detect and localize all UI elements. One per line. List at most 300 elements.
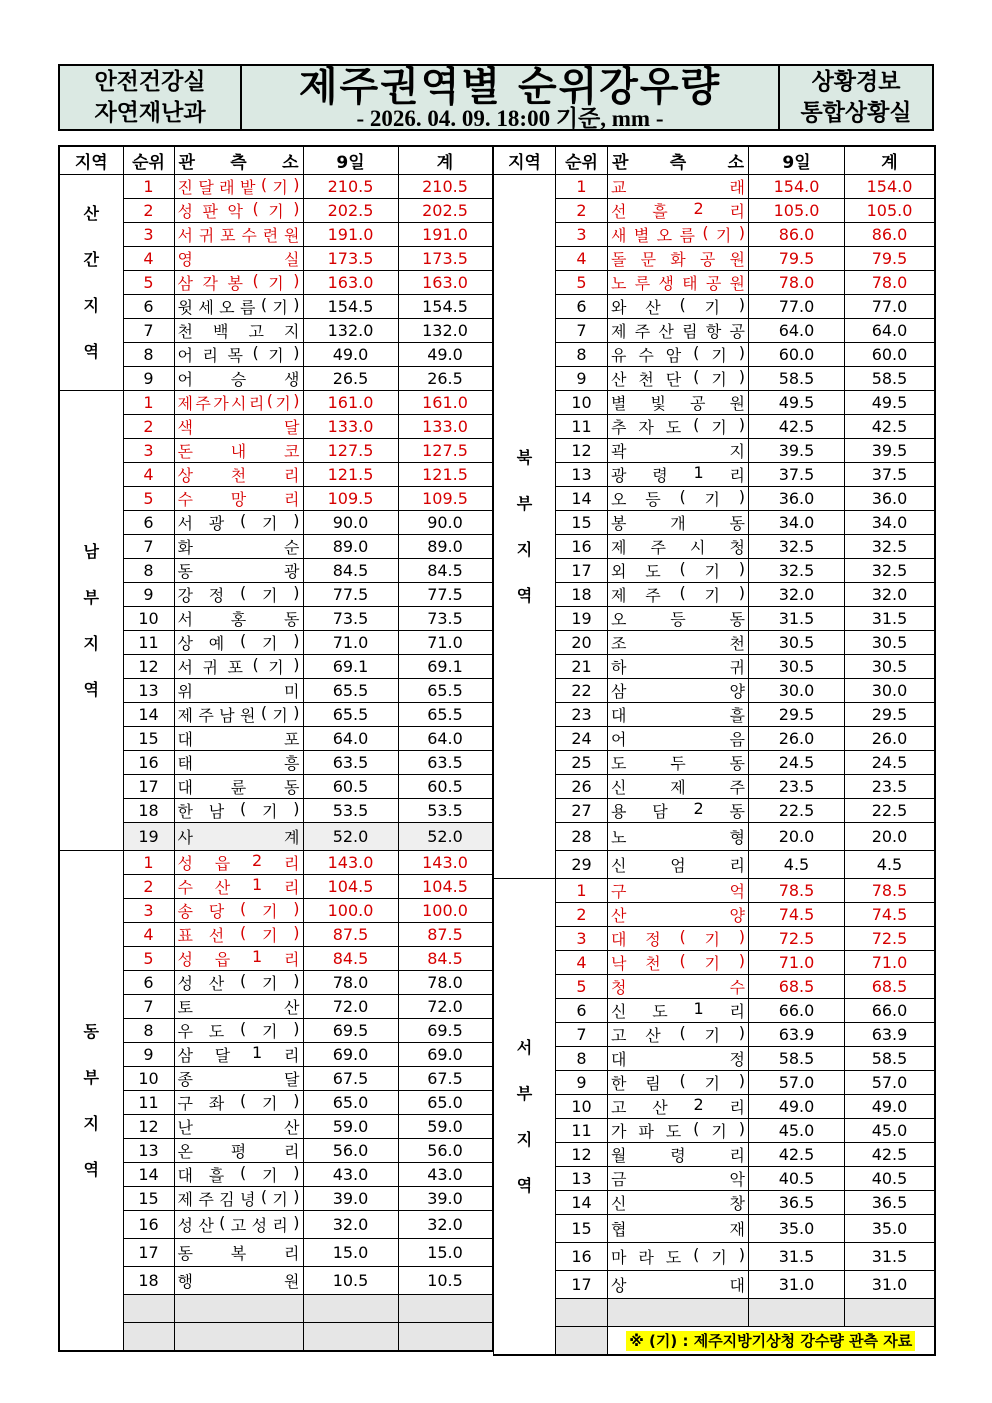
total-rain-cell: 100.0 <box>398 899 492 923</box>
station-cell <box>608 583 749 607</box>
table-row <box>59 751 492 775</box>
total-rain-cell: 87.5 <box>398 923 492 947</box>
station-name: 상 대 <box>611 1276 745 1295</box>
station-cell <box>174 1163 303 1187</box>
day-rain-cell: 84.5 <box>303 947 398 971</box>
blank-cell <box>174 1295 303 1323</box>
table-row <box>494 823 935 851</box>
total-rain-cell: 69.1 <box>398 655 492 679</box>
total-rain-cell: 121.5 <box>398 463 492 487</box>
day-rain-cell: 30.0 <box>749 679 845 703</box>
station-cell <box>174 775 303 799</box>
total-rain-cell: 77.5 <box>398 583 492 607</box>
total-rain-cell: 45.0 <box>845 1119 935 1143</box>
day-rain-cell: 32.0 <box>749 583 845 607</box>
day-rain-cell: 45.0 <box>749 1119 845 1143</box>
station-cell <box>174 367 303 391</box>
table-row <box>59 367 492 391</box>
station-cell <box>174 607 303 631</box>
day-rain-cell: 49.0 <box>749 1095 845 1119</box>
table-row <box>59 1091 492 1115</box>
rank-cell: 1 <box>123 391 174 415</box>
total-rain-cell: 65.5 <box>398 703 492 727</box>
day-rain-cell: 77.5 <box>303 583 398 607</box>
station-name: 선 흘 2 리 <box>611 199 745 221</box>
rank-cell: 2 <box>123 199 174 223</box>
total-rain-cell: 49.0 <box>398 343 492 367</box>
office-box <box>778 66 932 129</box>
rank-cell: 8 <box>123 1019 174 1043</box>
station-name: 산 양 <box>611 906 745 925</box>
day-rain-cell: 32.5 <box>749 535 845 559</box>
rank-cell: 4 <box>556 247 608 271</box>
day-rain-cell: 39.5 <box>749 439 845 463</box>
rank-cell: 12 <box>123 655 174 679</box>
day-rain-cell: 77.0 <box>749 295 845 319</box>
day-rain-cell: 105.0 <box>749 199 845 223</box>
station-name: 온 평 리 <box>177 1142 300 1161</box>
rank-cell: 3 <box>556 223 608 247</box>
rank-cell: 10 <box>556 391 608 415</box>
day-rain-cell: 100.0 <box>303 899 398 923</box>
rank-cell: 3 <box>123 899 174 923</box>
table-row <box>494 295 935 319</box>
rainfall-table-left <box>58 145 493 1352</box>
station-name: 용 담 2 동 <box>611 799 745 821</box>
station-cell <box>608 415 749 439</box>
table-row <box>494 879 935 903</box>
station-name: 송 당 ( 기 ) <box>177 899 300 921</box>
total-rain-cell: 60.5 <box>398 775 492 799</box>
total-rain-cell: 34.0 <box>845 511 935 535</box>
report-header <box>58 64 934 131</box>
station-name: 신 제 주 <box>611 778 745 797</box>
day-rain-cell: 57.0 <box>749 1071 845 1095</box>
rank-cell: 8 <box>123 343 174 367</box>
rank-cell: 14 <box>556 1191 608 1215</box>
day-rain-cell: 72.5 <box>749 927 845 951</box>
rank-cell: 16 <box>123 751 174 775</box>
blank-cell <box>398 1295 492 1323</box>
day-rain-cell: 10.5 <box>303 1267 398 1295</box>
total-rain-cell: 15.0 <box>398 1239 492 1267</box>
station-cell <box>608 463 749 487</box>
station-name: 고 산 ( 기 ) <box>611 1023 745 1045</box>
station-name: 대 흘 <box>611 706 745 725</box>
rank-cell: 6 <box>123 971 174 995</box>
table-row <box>59 1163 492 1187</box>
table-row <box>59 295 492 319</box>
station-cell <box>608 511 749 535</box>
station-cell <box>174 1267 303 1295</box>
blank-row <box>494 1299 935 1327</box>
rank-cell: 16 <box>556 1243 608 1271</box>
rank-cell: 7 <box>123 319 174 343</box>
station-name: 난 산 <box>177 1118 300 1137</box>
station-cell <box>174 319 303 343</box>
day-rain-cell: 39.0 <box>303 1187 398 1211</box>
table-row <box>59 415 492 439</box>
day-rain-cell: 30.5 <box>749 655 845 679</box>
day-rain-cell: 32.5 <box>749 559 845 583</box>
day-rain-cell: 65.0 <box>303 1091 398 1115</box>
table-row <box>59 343 492 367</box>
station-cell <box>174 271 303 295</box>
total-rain-cell: 72.5 <box>845 927 935 951</box>
station-cell <box>608 199 749 223</box>
station-cell <box>608 655 749 679</box>
station-cell <box>608 439 749 463</box>
col-region: 지역 <box>494 146 556 175</box>
station-cell <box>608 175 749 199</box>
station-name: 추 자 도 ( 기 ) <box>611 415 745 437</box>
dept-box <box>60 66 242 129</box>
rank-cell: 16 <box>556 535 608 559</box>
station-cell <box>608 631 749 655</box>
total-rain-cell: 30.0 <box>845 679 935 703</box>
station-cell <box>174 995 303 1019</box>
day-rain-cell: 42.5 <box>749 415 845 439</box>
day-rain-cell: 15.0 <box>303 1239 398 1267</box>
rank-cell: 7 <box>123 535 174 559</box>
rank-cell: 4 <box>123 463 174 487</box>
rank-cell: 13 <box>123 679 174 703</box>
total-rain-cell: 24.5 <box>845 751 935 775</box>
table-row <box>494 1243 935 1271</box>
region-name: 서 부 지 역 <box>516 1037 533 1195</box>
rank-cell: 27 <box>556 799 608 823</box>
rank-cell: 1 <box>556 175 608 199</box>
day-rain-cell: 34.0 <box>749 511 845 535</box>
region-name: 북 부 지 역 <box>516 447 533 605</box>
total-rain-cell: 154.5 <box>398 295 492 319</box>
table-row <box>494 655 935 679</box>
table-header-row <box>59 146 492 175</box>
total-rain-cell: 104.5 <box>398 875 492 899</box>
total-rain-cell: 32.5 <box>845 559 935 583</box>
station-cell <box>608 1095 749 1119</box>
station-cell <box>174 823 303 851</box>
table-row <box>494 343 935 367</box>
day-rain-cell: 64.0 <box>303 727 398 751</box>
total-rain-cell: 67.5 <box>398 1067 492 1091</box>
station-name: 오 등 ( 기 ) <box>611 487 745 509</box>
rank-cell: 12 <box>123 1115 174 1139</box>
table-row <box>494 1047 935 1071</box>
day-rain-cell: 163.0 <box>303 271 398 295</box>
station-cell <box>174 703 303 727</box>
total-rain-cell: 78.0 <box>845 271 935 295</box>
table-row <box>59 947 492 971</box>
station-cell <box>174 391 303 415</box>
day-rain-cell: 86.0 <box>749 223 845 247</box>
station-cell <box>608 487 749 511</box>
station-cell <box>174 559 303 583</box>
rank-cell: 13 <box>556 463 608 487</box>
day-rain-cell: 84.5 <box>303 559 398 583</box>
total-rain-cell: 89.0 <box>398 535 492 559</box>
col-region: 지역 <box>59 146 123 175</box>
total-rain-cell: 173.5 <box>398 247 492 271</box>
day-rain-cell: 59.0 <box>303 1115 398 1139</box>
station-name: 도 두 동 <box>611 754 745 773</box>
day-rain-cell: 202.5 <box>303 199 398 223</box>
total-rain-cell: 210.5 <box>398 175 492 199</box>
day-rain-cell: 65.5 <box>303 679 398 703</box>
total-rain-cell: 127.5 <box>398 439 492 463</box>
rank-cell: 17 <box>556 559 608 583</box>
station-name: 상 천 리 <box>177 466 300 485</box>
station-name: 제 주 남 원 ( 기 ) <box>177 703 300 725</box>
station-cell <box>608 903 749 927</box>
rank-cell: 8 <box>123 559 174 583</box>
station-name: 구 좌 ( 기 ) <box>177 1091 300 1113</box>
day-rain-cell: 191.0 <box>303 223 398 247</box>
station-name: 서 귀 포 수 련 원 <box>177 226 300 245</box>
station-cell <box>174 851 303 875</box>
day-rain-cell: 87.5 <box>303 923 398 947</box>
rank-cell: 11 <box>556 415 608 439</box>
station-name: 제 주 가 시 리 ( 기 ) <box>177 391 300 413</box>
rank-cell: 12 <box>556 1143 608 1167</box>
blank-cell <box>123 1323 174 1352</box>
day-rain-cell: 154.5 <box>303 295 398 319</box>
station-name: 어 음 <box>611 730 745 749</box>
table-row <box>494 1191 935 1215</box>
rank-cell: 2 <box>556 903 608 927</box>
station-name: 광 령 1 리 <box>611 463 745 485</box>
total-rain-cell: 74.5 <box>845 903 935 927</box>
rank-cell: 7 <box>556 1023 608 1047</box>
day-rain-cell: 71.0 <box>749 951 845 975</box>
table-row <box>494 751 935 775</box>
day-rain-cell: 67.5 <box>303 1067 398 1091</box>
total-rain-cell: 32.0 <box>398 1211 492 1239</box>
total-rain-cell: 65.5 <box>398 679 492 703</box>
station-cell <box>608 975 749 999</box>
total-rain-cell: 39.0 <box>398 1187 492 1211</box>
report-title: 제주권역별 순위강우량 <box>298 63 722 110</box>
rank-cell: 5 <box>123 271 174 295</box>
table-row <box>494 927 935 951</box>
source-note: ※ (기) : 제주지방기상청 강수량 관측 자료 <box>626 1331 915 1351</box>
total-rain-cell: 78.5 <box>845 879 935 903</box>
total-rain-cell: 37.5 <box>845 463 935 487</box>
table-row <box>59 1267 492 1295</box>
station-cell <box>174 247 303 271</box>
table-row <box>59 1067 492 1091</box>
table-row <box>59 823 492 851</box>
station-cell <box>174 679 303 703</box>
table-row <box>494 367 935 391</box>
total-rain-cell: 30.5 <box>845 631 935 655</box>
total-rain-cell: 63.9 <box>845 1023 935 1047</box>
table-row <box>59 703 492 727</box>
table-row <box>494 415 935 439</box>
station-cell <box>608 1119 749 1143</box>
station-name: 성 산 ( 고 성 리 ) <box>177 1213 300 1235</box>
table-row <box>59 1211 492 1239</box>
station-cell <box>608 1071 749 1095</box>
blank-cell <box>174 1323 303 1352</box>
total-rain-cell: 30.5 <box>845 655 935 679</box>
total-rain-cell: 43.0 <box>398 1163 492 1187</box>
total-rain-cell: 86.0 <box>845 223 935 247</box>
region-label <box>494 879 556 1356</box>
col-rank: 순위 <box>556 146 608 175</box>
station-cell <box>608 319 749 343</box>
station-cell <box>174 1139 303 1163</box>
station-cell <box>174 439 303 463</box>
day-rain-cell: 72.0 <box>303 995 398 1019</box>
table-row <box>494 223 935 247</box>
rank-cell: 9 <box>556 367 608 391</box>
day-rain-cell: 31.5 <box>749 1243 845 1271</box>
station-cell <box>174 751 303 775</box>
station-cell <box>174 1019 303 1043</box>
total-rain-cell: 32.0 <box>845 583 935 607</box>
total-rain-cell: 36.0 <box>845 487 935 511</box>
day-rain-cell: 78.5 <box>749 879 845 903</box>
rank-cell: 5 <box>556 271 608 295</box>
table-row <box>494 631 935 655</box>
total-rain-cell: 56.0 <box>398 1139 492 1163</box>
station-name: 수 산 1 리 <box>177 875 300 897</box>
station-name: 수 망 리 <box>177 490 300 509</box>
rank-cell: 1 <box>123 175 174 199</box>
table-row <box>494 727 935 751</box>
day-rain-cell: 79.5 <box>749 247 845 271</box>
total-rain-cell: 84.5 <box>398 559 492 583</box>
day-rain-cell: 42.5 <box>749 1143 845 1167</box>
rank-cell: 9 <box>556 1071 608 1095</box>
total-rain-cell: 64.0 <box>845 319 935 343</box>
station-name: 우 도 ( 기 ) <box>177 1019 300 1041</box>
rank-cell: 4 <box>556 951 608 975</box>
rank-cell: 7 <box>123 995 174 1019</box>
total-rain-cell: 42.5 <box>845 1143 935 1167</box>
station-name: 동 광 <box>177 562 300 581</box>
rank-cell: 1 <box>123 851 174 875</box>
total-rain-cell: 84.5 <box>398 947 492 971</box>
total-rain-cell: 32.5 <box>845 535 935 559</box>
total-rain-cell: 71.0 <box>845 951 935 975</box>
blank-cell <box>608 1299 749 1327</box>
table-row <box>59 1239 492 1267</box>
total-rain-cell: 63.5 <box>398 751 492 775</box>
rank-cell: 18 <box>123 799 174 823</box>
total-rain-cell: 154.0 <box>845 175 935 199</box>
day-rain-cell: 89.0 <box>303 535 398 559</box>
day-rain-cell: 154.0 <box>749 175 845 199</box>
table-row <box>494 1143 935 1167</box>
station-name: 서 홍 동 <box>177 610 300 629</box>
day-rain-cell: 210.5 <box>303 175 398 199</box>
total-rain-cell: 58.5 <box>845 367 935 391</box>
rank-cell: 8 <box>556 1047 608 1071</box>
rank-cell: 4 <box>123 923 174 947</box>
rank-cell: 4 <box>123 247 174 271</box>
station-cell <box>174 923 303 947</box>
station-name: 신 도 1 리 <box>611 999 745 1021</box>
station-name: 돌 문 화 공 원 <box>611 250 745 269</box>
rank-cell: 7 <box>556 319 608 343</box>
day-rain-cell: 143.0 <box>303 851 398 875</box>
col-total: 계 <box>398 146 492 175</box>
station-name: 금 악 <box>611 1170 745 1189</box>
table-row <box>59 655 492 679</box>
station-cell <box>608 295 749 319</box>
station-name: 윗 세 오 름 ( 기 ) <box>177 295 300 317</box>
total-rain-cell: 68.5 <box>845 975 935 999</box>
station-name: 곽 지 <box>611 442 745 461</box>
rank-cell: 18 <box>556 583 608 607</box>
station-cell <box>174 175 303 199</box>
table-row <box>59 175 492 199</box>
blank-cell <box>398 1323 492 1352</box>
station-cell <box>608 343 749 367</box>
station-name: 신 창 <box>611 1194 745 1213</box>
station-cell <box>608 727 749 751</box>
station-name: 동 복 리 <box>177 1244 300 1263</box>
table-row <box>59 995 492 1019</box>
table-row <box>494 1095 935 1119</box>
day-rain-cell: 60.5 <box>303 775 398 799</box>
day-rain-cell: 58.5 <box>749 1047 845 1071</box>
table-row <box>494 559 935 583</box>
station-cell <box>174 631 303 655</box>
station-cell <box>174 415 303 439</box>
station-cell <box>608 751 749 775</box>
total-rain-cell: 72.0 <box>398 995 492 1019</box>
table-row <box>494 199 935 223</box>
rank-cell: 11 <box>556 1119 608 1143</box>
total-rain-cell: 133.0 <box>398 415 492 439</box>
table-row <box>494 535 935 559</box>
day-rain-cell: 52.0 <box>303 823 398 851</box>
station-name: 새 별 오 름 ( 기 ) <box>611 223 745 245</box>
day-rain-cell: 29.5 <box>749 703 845 727</box>
total-rain-cell: 66.0 <box>845 999 935 1023</box>
total-rain-cell: 65.0 <box>398 1091 492 1115</box>
day-rain-cell: 40.5 <box>749 1167 845 1191</box>
station-cell <box>608 879 749 903</box>
region-name: 남 부 지 역 <box>83 541 99 699</box>
table-row <box>494 775 935 799</box>
table-row <box>59 511 492 535</box>
total-rain-cell: 58.5 <box>845 1047 935 1071</box>
station-name: 영 실 <box>177 250 300 269</box>
total-rain-cell: 4.5 <box>845 851 935 879</box>
total-rain-cell: 40.5 <box>845 1167 935 1191</box>
table-row <box>494 1023 935 1047</box>
station-name: 어 승 생 <box>177 370 300 389</box>
rank-cell: 5 <box>123 487 174 511</box>
rank-cell: 14 <box>123 703 174 727</box>
station-cell <box>608 1215 749 1243</box>
day-rain-cell: 64.0 <box>749 319 845 343</box>
rank-cell: 6 <box>123 295 174 319</box>
total-rain-cell: 109.5 <box>398 487 492 511</box>
station-name: 산 천 단 ( 기 ) <box>611 367 745 389</box>
station-cell <box>174 343 303 367</box>
station-cell <box>608 247 749 271</box>
rank-cell: 10 <box>123 1067 174 1091</box>
col-station <box>608 146 749 175</box>
station-cell <box>608 703 749 727</box>
blank-cell <box>556 1327 608 1356</box>
station-cell <box>608 559 749 583</box>
